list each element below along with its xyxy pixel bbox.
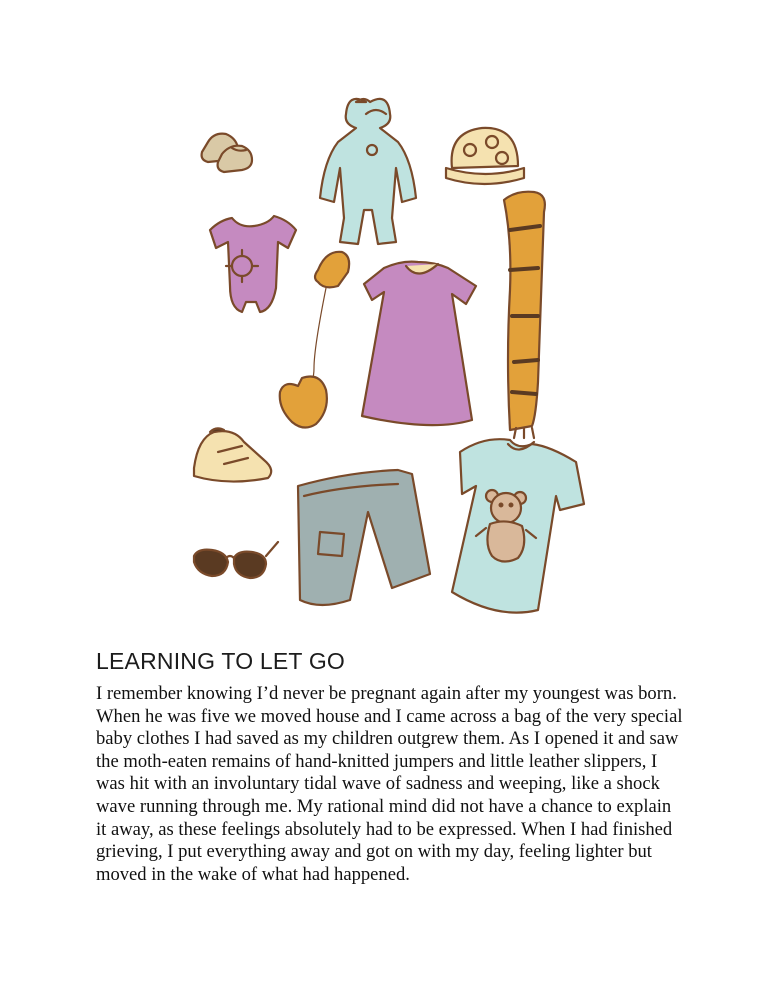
trousers-icon xyxy=(298,470,430,605)
knitted-hat-icon xyxy=(446,128,524,184)
sneaker-icon xyxy=(194,428,271,481)
article-heading: LEARNING TO LET GO xyxy=(96,648,346,674)
article-body: I remember knowing I’d never be pregnant again after my youngest was born. When he was five we moved house and I came across a bag of the very special baby clothes I had saved as my children outgrew them. As I opened it and saw the moth-eaten remains of hand-knitted jumpers and little leather slippers, I was hit with an involuntary tidal wave of sadness and weeping, like a shock wave running through me. My rational mind did not have a chance to explain it away, as these feelings absolutely had to be expressed. When I had finished grieving, I put everything away and got on with my day, feeling lighter but moved in the wake of what had happened. xyxy=(96,683,683,885)
dress-icon xyxy=(362,262,476,426)
baby-clothes-illustration xyxy=(170,80,610,620)
tshirt-icon xyxy=(452,439,584,612)
bodysuit-icon xyxy=(210,216,296,312)
scarf-icon xyxy=(504,192,545,438)
sunglasses-icon xyxy=(194,542,278,578)
booties-icon xyxy=(202,134,252,172)
hooded-onesie-icon xyxy=(320,99,416,244)
mittens-icon xyxy=(280,252,349,428)
